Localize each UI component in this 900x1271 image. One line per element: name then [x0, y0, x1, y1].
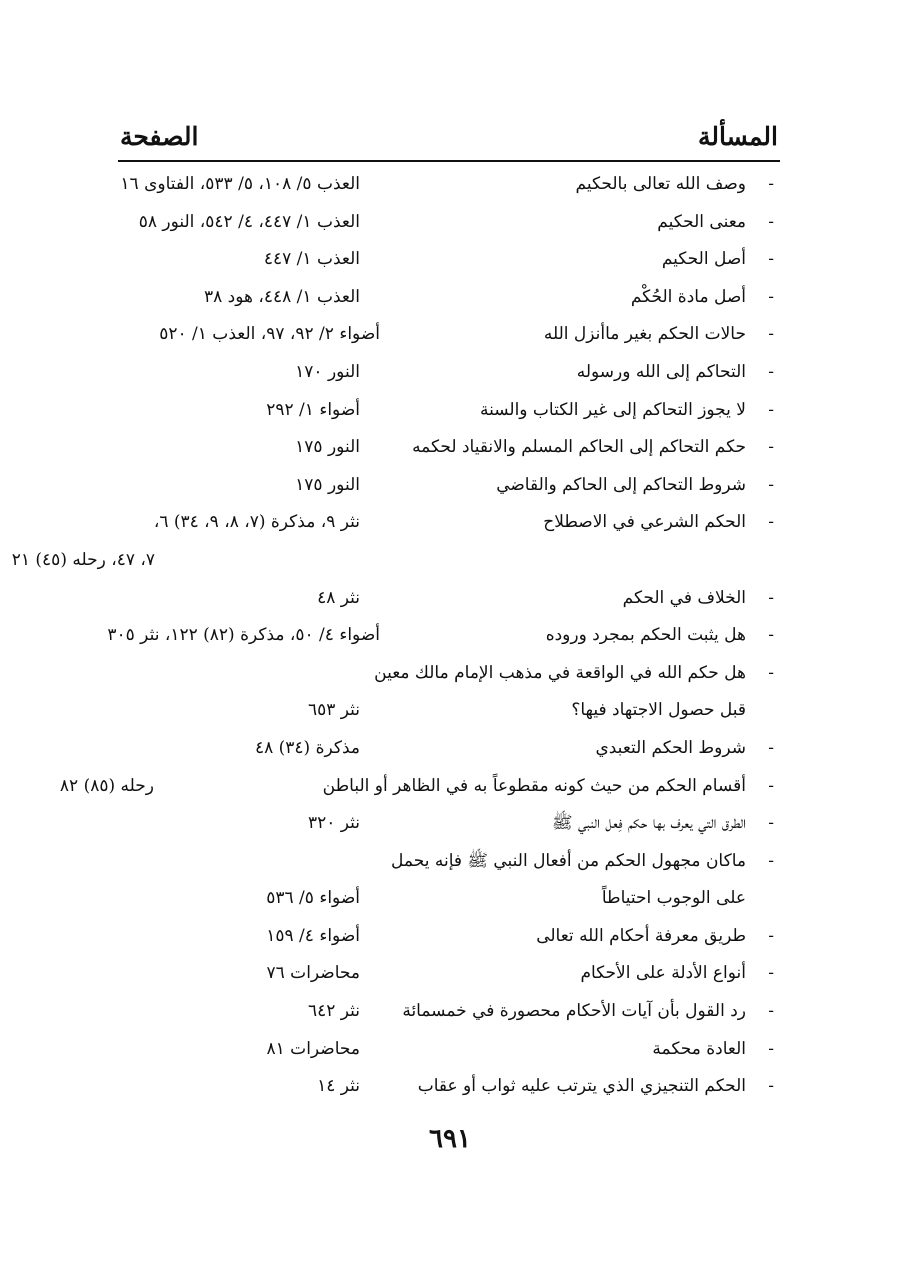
entry-dash: - — [768, 249, 774, 270]
entry-reference: أضواء ٢/ ٩٢، ٩٧، العذب ١/ ٥٢٠ — [159, 324, 380, 345]
entry-reference: نثر ٤٨ — [317, 587, 360, 608]
entry-dash: - — [768, 662, 774, 683]
index-entry — [118, 880, 780, 918]
entry-topic: لا يجوز التحاكم إلى غير الكتاب والسنة — [479, 399, 746, 420]
entry-dash: - — [768, 399, 774, 420]
entry-topic: حكم التحاكم إلى الحاكم المسلم والانقياد لحكمه — [412, 437, 746, 458]
entry-topic: الحكم التنجيزي الذي يترتب عليه ثواب أو عقاب — [417, 1076, 746, 1097]
entry-topic: الحكم الشرعي في الاصطلاح — [543, 512, 746, 533]
entry-reference: العذب ١/ ٤٤٧، ٤/ ٥٤٢، النور ٥٨ — [138, 211, 360, 232]
entry-topic: طريق معرفة أحكام الله تعالى — [536, 925, 746, 946]
index-entry — [118, 241, 780, 279]
index-entry — [11, 542, 780, 580]
entry-dash: - — [768, 1001, 774, 1022]
index-entry — [59, 768, 780, 806]
entry-dash: - — [768, 1076, 774, 1097]
entry-topic: أصل مادة الحُكْم — [630, 286, 746, 307]
entry-topic: التحاكم إلى الله ورسوله — [576, 361, 746, 382]
entry-reference: محاضرات ٨١ — [266, 1038, 360, 1059]
entry-dash: - — [768, 737, 774, 758]
entry-topic: الخلاف في الحكم — [622, 587, 746, 608]
index-entry — [118, 279, 780, 317]
index-entry — [118, 692, 780, 730]
issue-column-heading: المسألة — [698, 122, 778, 151]
entry-reference: أضواء ١/ ٢٩٢ — [266, 399, 360, 420]
page-number: ٦٩١ — [429, 1124, 471, 1154]
entry-reference: النور ١٧٠ — [295, 361, 360, 382]
entry-reference: أضواء ٤/ ٥٠، مذكرة (٨٢) ١٢٢، نثر ٣٠٥ — [107, 625, 380, 646]
index-entry — [118, 1031, 780, 1069]
entry-reference: نثر ٩، مذكرة (٧، ٨، ٩، ٣٤) ٦، — [153, 512, 360, 533]
entry-reference: أضواء ٤/ ١٥٩ — [266, 925, 360, 946]
index-entry — [118, 843, 780, 881]
entry-topic: أنواع الأدلة على الأحكام — [580, 963, 746, 984]
entry-dash: - — [768, 1038, 774, 1059]
table-header — [118, 120, 780, 162]
entry-reference: نثر ٦٥٣ — [307, 700, 360, 721]
index-entry — [118, 354, 780, 392]
entry-topic: حالات الحكم بغير ماأنزل الله — [543, 324, 746, 345]
entry-topic: معنى الحكيم — [657, 211, 746, 232]
entry-reference: العذب ١/ ٤٤٧ — [263, 249, 360, 270]
entry-dash: - — [768, 286, 774, 307]
index-entry — [118, 392, 780, 430]
entry-dash: - — [768, 324, 774, 345]
entry-topic: ماكان مجهول الحكم من أفعال النبي ﷺ فإنه يحمل — [391, 850, 746, 871]
index-entry — [118, 805, 780, 843]
index-entry — [118, 730, 780, 768]
entry-topic: الطرق التي يعرف بها حكم فِعل النبي ﷺ — [552, 813, 746, 834]
entry-reference: مذكرة (٣٤) ٤٨ — [254, 737, 360, 758]
entry-reference: نثر ٦٤٢ — [307, 1001, 360, 1022]
entry-dash: - — [768, 587, 774, 608]
entry-reference: نثر ١٤ — [317, 1076, 360, 1097]
index-entry — [118, 504, 780, 542]
index-entries — [11, 166, 780, 1106]
entry-dash: - — [768, 437, 774, 458]
entry-dash: - — [768, 474, 774, 495]
entry-dash: - — [768, 174, 774, 194]
entry-dash: - — [768, 211, 774, 232]
entry-topic: العادة محكمة — [652, 1038, 746, 1059]
entry-dash: - — [768, 775, 774, 796]
entry-reference: أضواء ٥/ ٥٣٦ — [266, 888, 360, 909]
entry-reference: رحله (٨٥) ٨٢ — [59, 775, 154, 796]
entry-topic: أصل الحكيم — [661, 249, 746, 270]
entry-reference: نثر ٣٢٠ — [307, 813, 360, 834]
index-entry — [118, 955, 780, 993]
entry-topic: رد القول بأن آيات الأحكام محصورة في خمسمائة — [402, 1001, 746, 1022]
entry-dash: - — [768, 850, 774, 871]
entry-reference: النور ١٧٥ — [295, 437, 360, 458]
entry-reference: ٧، ٤٧، رحله (٤٥) ٢١ — [11, 549, 155, 570]
entry-dash: - — [768, 925, 774, 946]
index-entry — [118, 204, 780, 242]
index-entry — [118, 166, 780, 204]
entry-dash: - — [768, 963, 774, 984]
index-entry — [107, 617, 780, 655]
index-entry — [118, 580, 780, 618]
entry-topic: هل يثبت الحكم بمجرد وروده — [545, 625, 746, 646]
entry-reference: العذب ١/ ٤٤٨، هود ٣٨ — [203, 286, 360, 307]
index-entry — [118, 316, 780, 354]
entry-topic: هل حكم الله في الواقعة في مذهب الإمام مالك معين — [374, 662, 746, 683]
entry-topic: قبل حصول الاجتهاد فيها؟ — [571, 700, 746, 721]
index-entry — [118, 1068, 780, 1106]
entry-topic: شروط التحاكم إلى الحاكم والقاضي — [496, 474, 746, 495]
index-entry — [118, 918, 780, 956]
entry-dash: - — [768, 625, 774, 646]
index-entry — [118, 655, 780, 693]
entry-reference: محاضرات ٧٦ — [266, 963, 360, 984]
entry-topic: أقسام الحكم من حيث كونه مقطوعاً به في الظاهر أو الباطن — [322, 775, 746, 796]
index-entry — [118, 429, 780, 467]
entry-dash: - — [768, 361, 774, 382]
entry-topic: شروط الحكم التعبدي — [595, 737, 746, 758]
index-entry — [118, 467, 780, 505]
entry-dash: - — [768, 512, 774, 533]
entry-topic: على الوجوب احتياطاً — [601, 888, 746, 909]
entry-dash: - — [768, 813, 774, 834]
entry-topic: وصف الله تعالى بالحكيم — [575, 174, 746, 194]
page-column-heading: الصفحة — [120, 122, 199, 151]
entry-reference: العذب ٥/ ١٠٨، ٥/ ٥٣٣، الفتاوى ١٦ — [120, 174, 360, 194]
entry-reference: النور ١٧٥ — [295, 474, 360, 495]
index-entry — [118, 993, 780, 1031]
